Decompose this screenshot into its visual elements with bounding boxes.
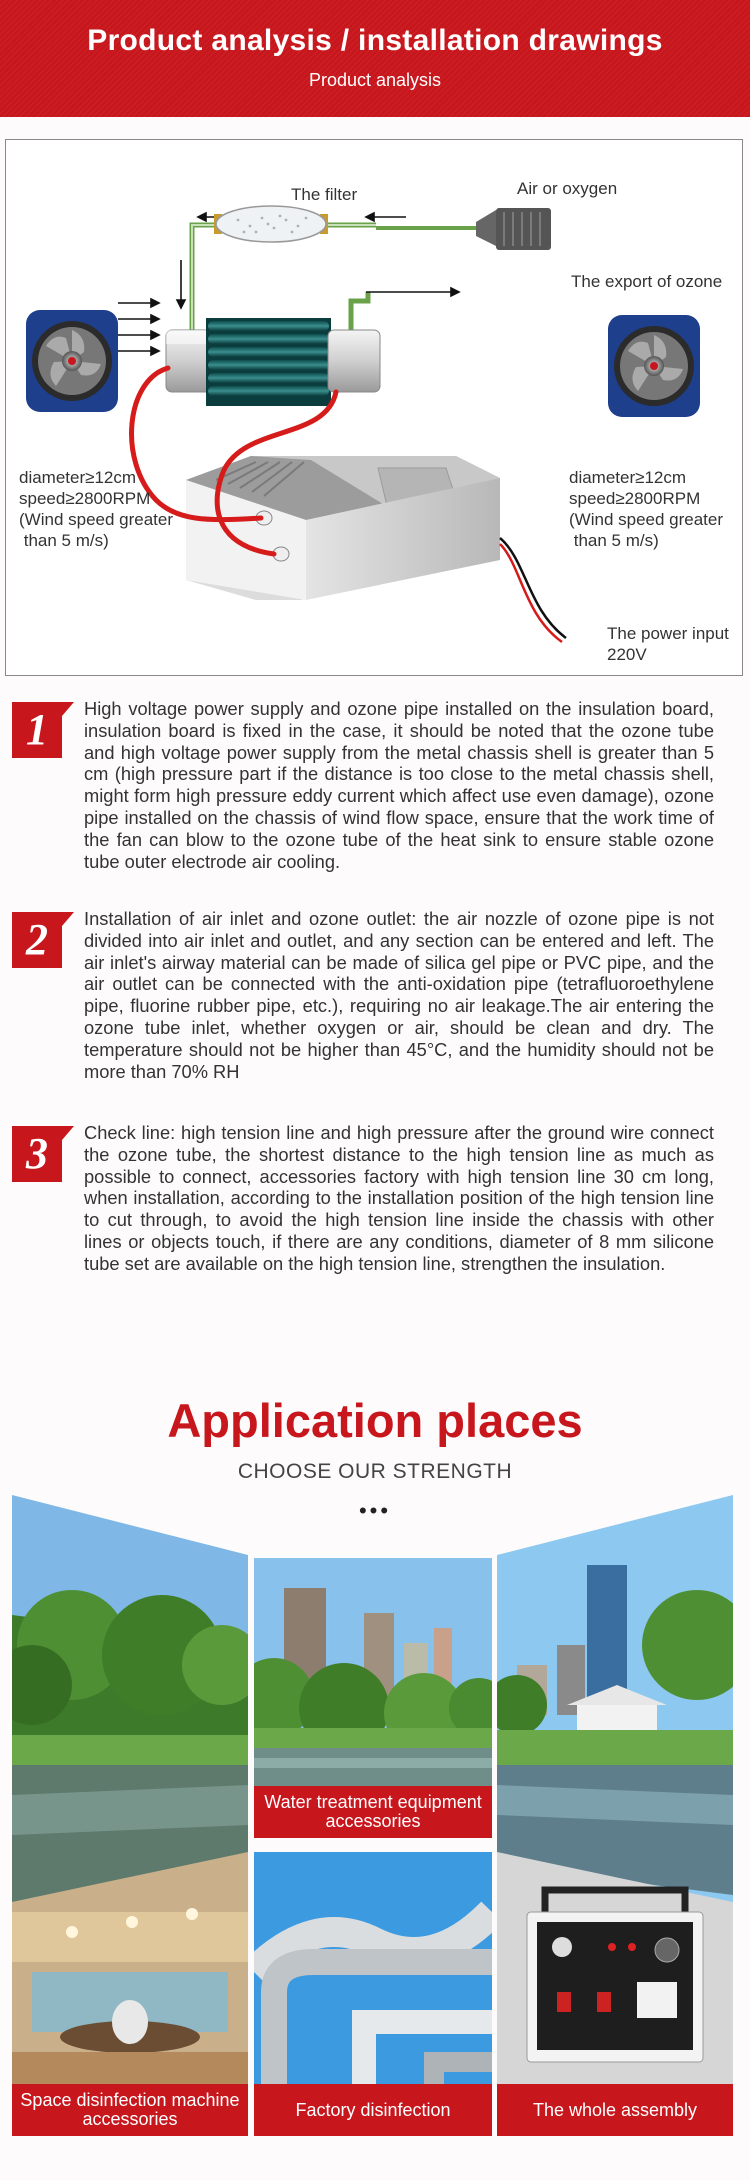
caption-water-treatment: Water treatment equipment accessories — [254, 1786, 492, 1838]
application-subtitle: CHOOSE OUR STRENGTH — [237, 1460, 513, 1483]
caption-space-disinfection: Space disinfection machine accessories — [12, 2084, 248, 2136]
step-number: 1 — [26, 705, 48, 754]
installation-diagram: The filter Air or oxygen The export of ozone diameter≥12cm speed≥2800RPM (Wind speed greater than 5 m/s) diameter≥12cm speed≥2800RPM (Wind speed greater than 5 m/s) The power input 220V — [5, 139, 743, 676]
water-treatment-image — [254, 1558, 492, 1838]
application-title: Application places — [167, 1394, 583, 1447]
right-fan-icon — [608, 315, 700, 417]
step-text: High voltage power supply and ozone pipe installed on the insulation board, insulation board is fixed in the case, it should be noted that the ozone tube and high voltage power supply from the metal chassis shell is greater than 5 cm (high pressure part if the distance is too close to the metal chassis shell, might form high pressure eddy current which affect use even damage), ozone pipe installed on the chassis of wind flow space, ensure that the work time of the fan can blow to the ozone tube of the heat sink to ensure stable ozone tube outer electrode air cooling. — [84, 698, 714, 872]
caption-whole-assembly: The whole assembly — [497, 2084, 733, 2136]
power-input-label: The power input — [607, 624, 729, 643]
power-cable — [500, 538, 566, 642]
space-disinfection-image — [12, 1852, 248, 2136]
ozone-tube-icon — [166, 318, 380, 406]
page-title: Product analysis / installation drawings — [87, 24, 663, 57]
page-header — [0, 0, 750, 117]
power-voltage-label: 220V — [607, 645, 647, 664]
left-fan-icon — [26, 310, 118, 412]
step-text: Check line: high tension line and high pressure after the ground wire connect the ozone tube, the shortest distance to the high tension line as much as possible to connect, accessories factory with high tension line 30 cm long, when installation, according to the installation position of the high tension line to cut through, to avoid the high tension line inside the chassis with other lines or objects touch, if there are any conditions, diameter of 8 mm silicone tube set are available on the high tension line, strengthen the insulation. — [84, 1122, 714, 1274]
airflow-arrows — [118, 299, 159, 355]
power-supply-icon — [186, 456, 500, 600]
park-right-image — [497, 1495, 733, 1902]
whole-assembly-image — [497, 1852, 733, 2136]
step-text: Installation of air inlet and ozone outlet: the air nozzle of ozone pipe is not divided into air inlet and outlet, and any section can be entered and left. The air inlet's airway material can be made of silica gel pipe or PVC pipe, and the air outlet can be connected with the anti-oxidation pipe (tetrafluoroethylene pipe, fluorine rubber pipe, etc.), requiring no air leakage.The air entering the ozone tube inlet, whether oxygen or air, should be clean and dry. The temperature should not be higher than 45°C, and the humidity should not be more than 70% RH — [84, 908, 714, 1082]
air-pipes — [192, 225, 476, 330]
ozone-export-label: The export of ozone — [571, 272, 723, 291]
air-inlet-connector-icon — [476, 208, 551, 250]
filter-icon — [214, 206, 328, 242]
step-number: 3 — [26, 1129, 48, 1178]
step-number-badge — [12, 702, 74, 758]
caption-factory-disinfection: Factory disinfection — [254, 2084, 492, 2136]
step-number-badge — [12, 912, 74, 968]
filter-label: The filter — [291, 185, 358, 204]
diagram-drawing — [6, 140, 742, 675]
factory-disinfection-image — [254, 1852, 492, 2136]
step-number: 2 — [26, 915, 48, 964]
dots-divider: ••• — [358, 1498, 392, 1523]
park-left-image — [12, 1495, 248, 1902]
step-number-badge — [12, 1126, 74, 1182]
air-label: Air or oxygen — [517, 179, 618, 198]
page-subtitle: Product analysis — [308, 70, 442, 90]
